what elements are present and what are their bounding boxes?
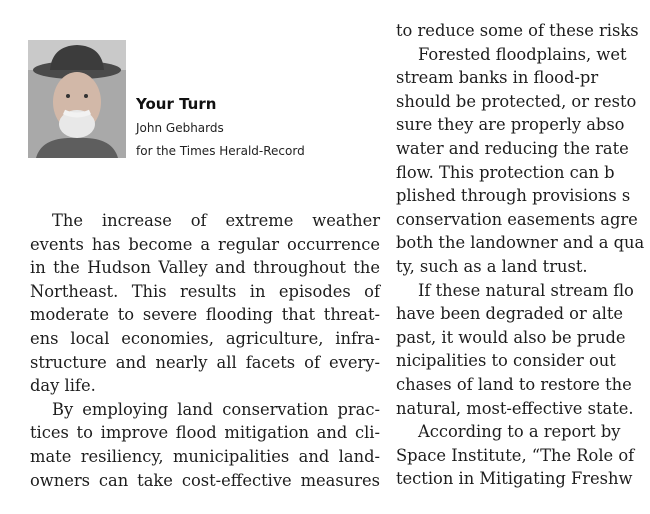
author-photo: [28, 40, 126, 158]
text-line: past, it would also be prude: [396, 327, 626, 347]
text-line: tices to improve flood mitigation and cli-: [30, 423, 380, 443]
text-line: plished through provisions s: [396, 186, 631, 206]
text-line: structure and nearly all facets of every-: [30, 352, 380, 372]
text-line: chases of land to restore the: [396, 374, 632, 394]
text-line: water and reducing the rate: [396, 138, 629, 158]
text-line: Northeast. This results in episodes of: [30, 281, 380, 301]
text-line: events has become a regular occurrence: [30, 234, 380, 254]
text-line: nicipalities to consider out: [396, 351, 616, 371]
text-line: If these natural stream flo: [418, 280, 634, 300]
text-line: owners can take cost-effective measures: [30, 470, 380, 490]
text-line: conservation easements agre: [396, 209, 638, 229]
article-column-2-clip: [396, 0, 650, 514]
text-line: tection in Mitigating Freshw: [396, 469, 633, 489]
text-line: The increase of extreme weather: [52, 211, 380, 230]
column-label: Your Turn: [136, 95, 217, 113]
text-line: By employing land conservation prac-: [52, 399, 380, 419]
text-line: should be protected, or resto: [396, 91, 637, 111]
text-line: ty, such as a land trust.: [396, 256, 588, 276]
text-line: ens local economies, agriculture, infra-: [30, 328, 380, 348]
article-column-1: [30, 209, 380, 492]
text-line: flow. This protection can b: [396, 162, 615, 182]
text-line: both the landowner and a qua: [396, 233, 645, 253]
text-line: According to a report by: [418, 422, 621, 442]
text-line: moderate to severe flooding that threat-: [30, 305, 380, 325]
text-line: Forested floodplains, wet: [418, 44, 627, 64]
author-affiliation: for the Times Herald-Record: [136, 144, 305, 158]
text-line: in the Hudson Valley and throughout the: [30, 258, 380, 278]
author-name: John Gebhards: [136, 121, 224, 135]
text-line: day life.: [30, 376, 96, 396]
author-portrait-image: [28, 40, 126, 158]
text-line: sure they are properly abso: [396, 115, 625, 135]
text-line: stream banks in flood-pr: [396, 68, 599, 88]
text-line: to reduce some of these risks: [396, 21, 639, 40]
article-column-2: [396, 19, 650, 491]
text-line: mate resiliency, municipalities and land-: [30, 446, 380, 466]
text-line: have been degraded or alte: [396, 304, 624, 324]
text-line: Space Institute, “The Role of: [396, 445, 635, 465]
text-line: natural, most-effective state.: [396, 398, 634, 418]
byline-box: [28, 40, 378, 170]
